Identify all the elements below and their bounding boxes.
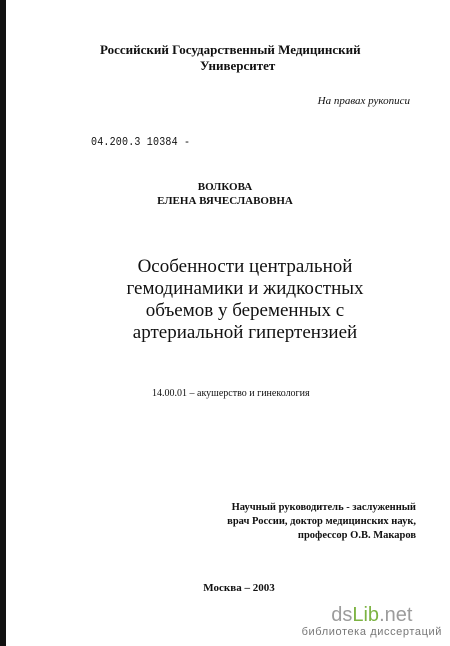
author-given-names: ЕЛЕНА ВЯЧЕСЛАВОВНА (157, 195, 293, 207)
supervisor-line-3: профессор О.В. Макаров (297, 530, 416, 541)
title-line-1: Особенности центральной (137, 256, 353, 277)
author-name (0, 180, 450, 208)
supervisor-line-2: врач России, доктор медицинских наук, (227, 516, 416, 527)
logo-part-net: .net (379, 604, 413, 626)
author-surname: ВОЛКОВА (197, 181, 253, 193)
manuscript-note: На правах рукописи (317, 95, 410, 107)
logo-part-ds: ds (331, 604, 353, 626)
university-name (100, 42, 420, 74)
registry-code: 04.200.3 10384 - (91, 137, 191, 150)
university-line-1: Российский Государственный Медицинский (100, 42, 361, 57)
dslib-watermark[interactable] (302, 604, 442, 638)
dslib-logo (302, 604, 442, 626)
title-line-3: объемов у беременных с (145, 300, 345, 321)
city-year: Москва – 2003 (203, 582, 275, 594)
dissertation-title (0, 256, 450, 344)
scientific-supervisor (218, 501, 416, 543)
dslib-subtitle: библиотека диссертаций (301, 626, 442, 638)
title-line-2: гемодинамики и жидкостных (126, 278, 364, 299)
logo-part-lib: Lib (352, 604, 380, 626)
university-line-2: Университет (200, 58, 276, 73)
specialty-code: 14.00.01 – акушерство и гинекология (152, 388, 310, 399)
supervisor-line-1: Научный руководитель - заслуженный (231, 502, 416, 513)
title-line-4: артериальной гипертензией (132, 322, 358, 343)
